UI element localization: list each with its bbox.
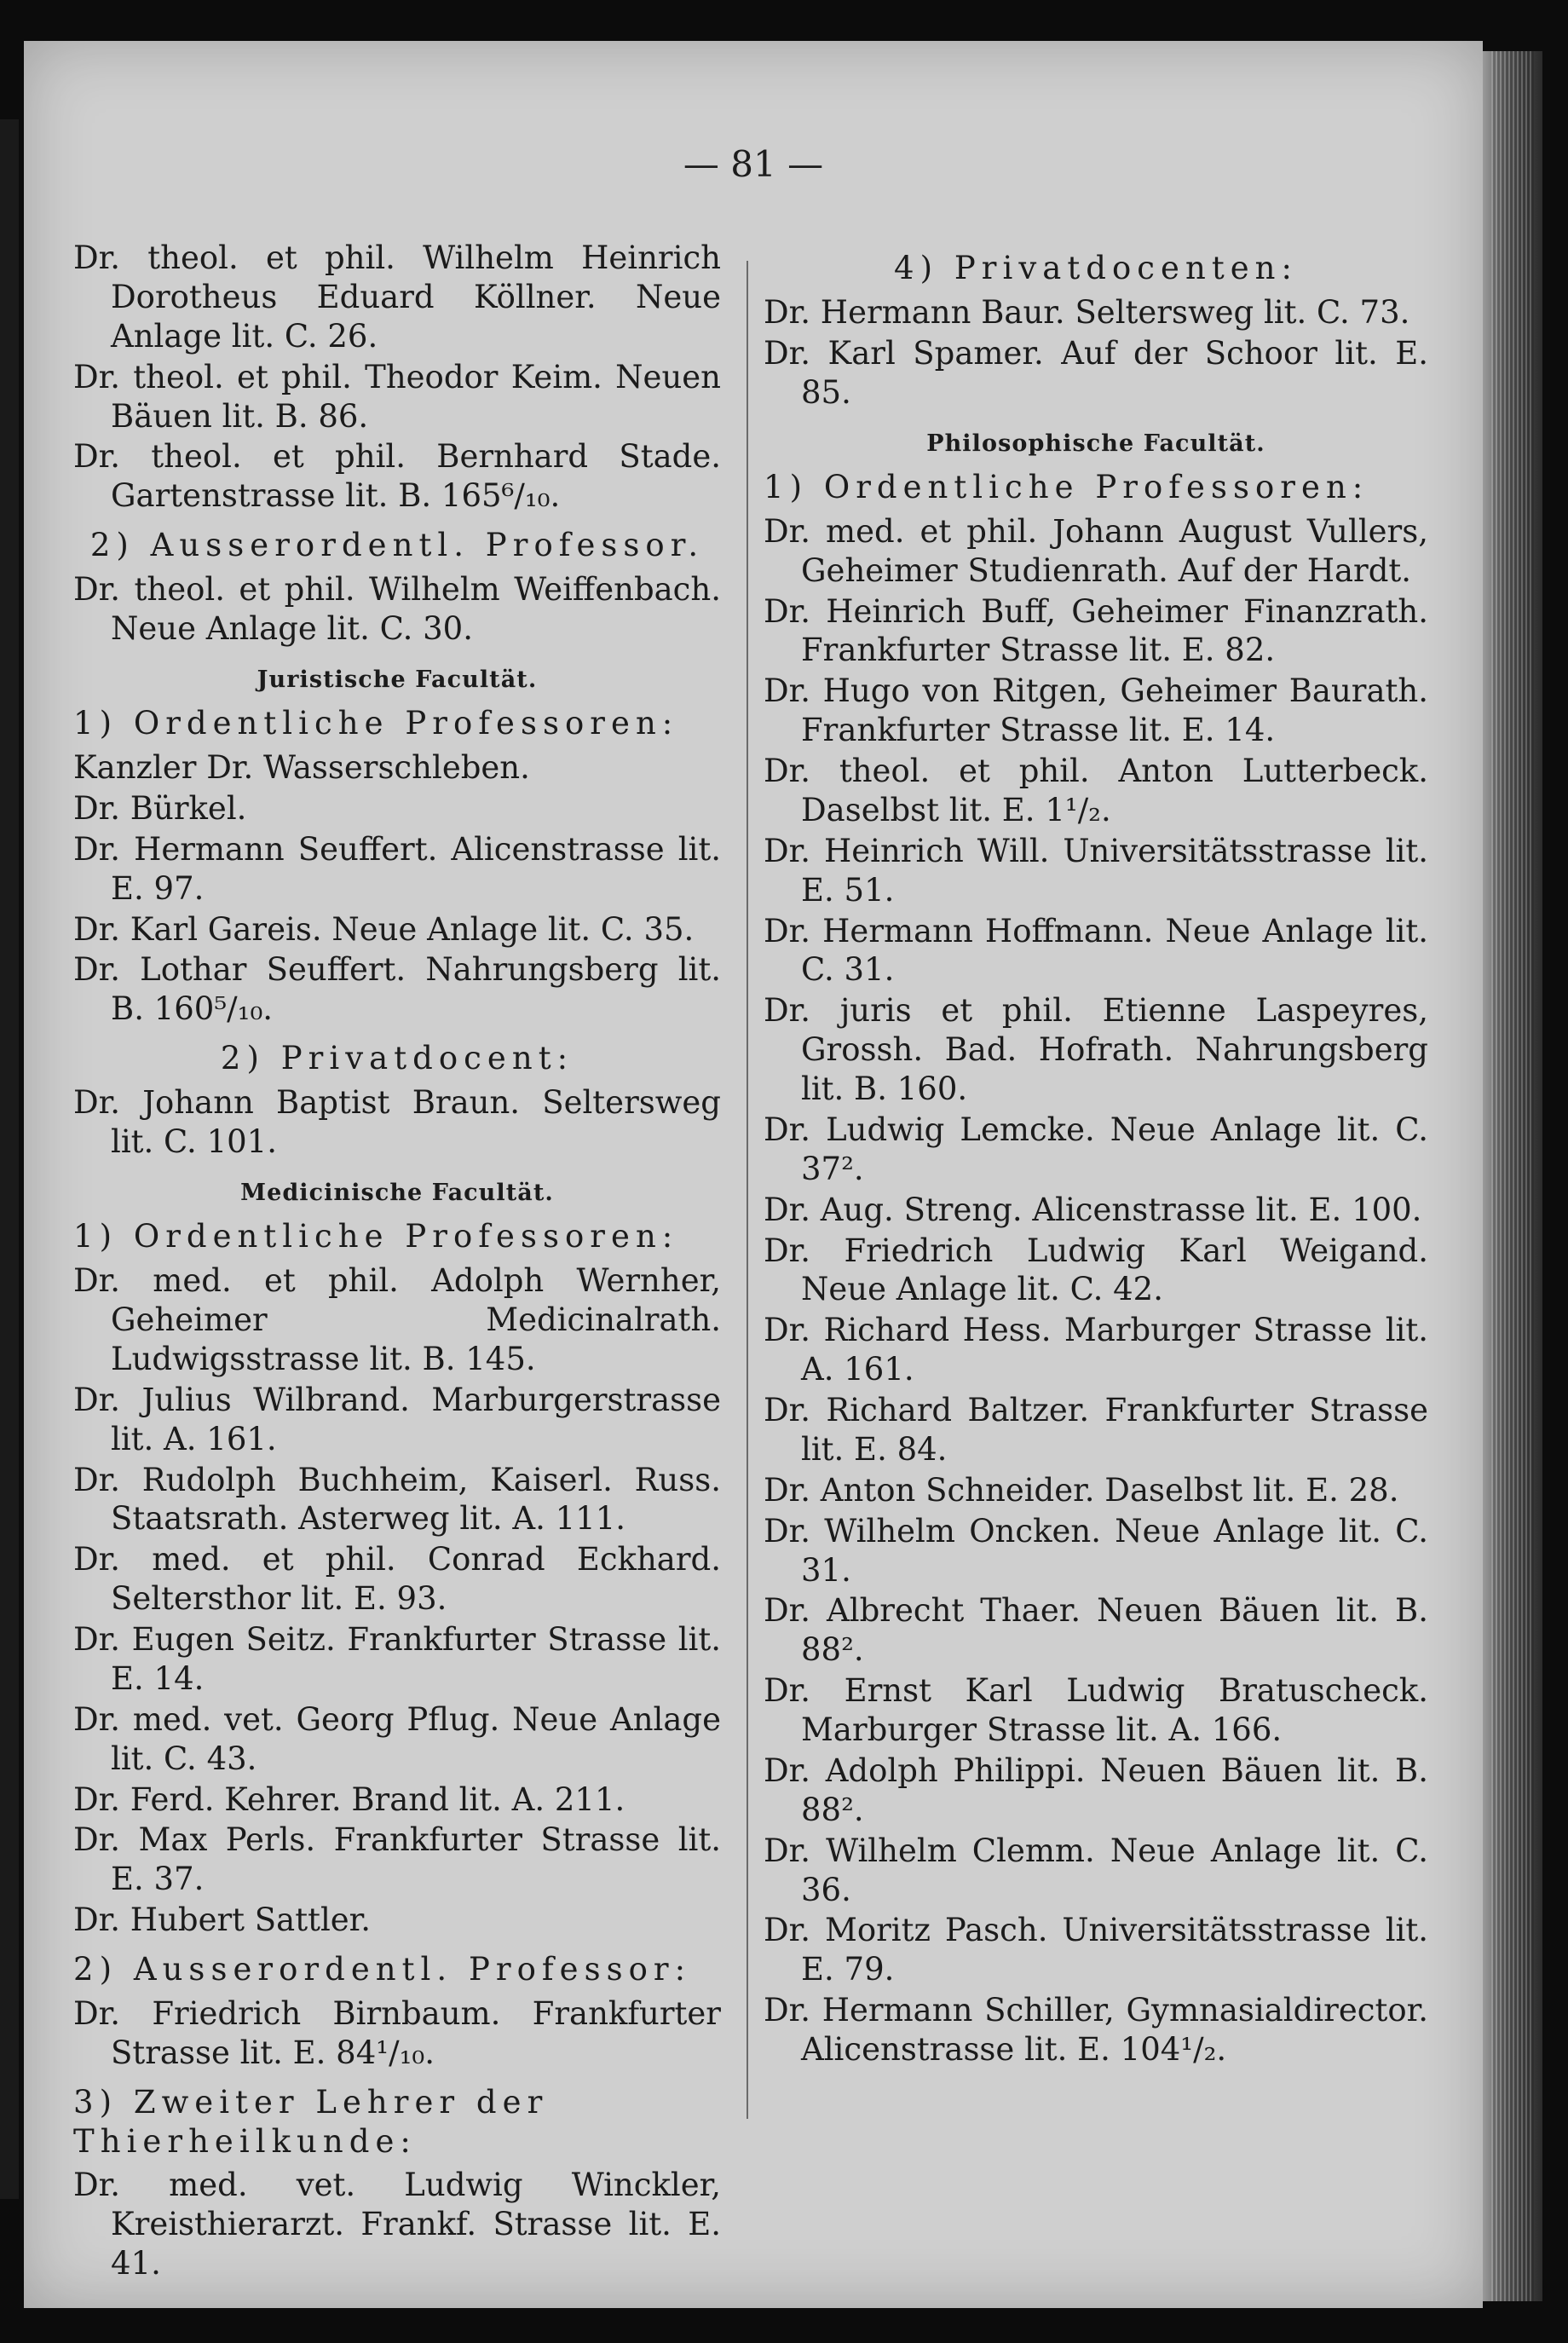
directory-entry: Dr. med. et phil. Johann August Vullers, Geheimer Studienrath. Auf der Hardt. xyxy=(764,512,1428,589)
directory-entry: Dr. juris et phil. Etienne Laspeyres, Grossh. Bad. Hofrath. Nahrungsberg lit. B. 160. xyxy=(764,992,1428,1108)
directory-entry: Dr. Heinrich Will. Universitätsstrasse lit. E. 51. xyxy=(764,832,1428,909)
directory-entry: Dr. theol. et phil. Theodor Keim. Neuen Bäuen lit. B. 86. xyxy=(73,358,721,435)
book-page xyxy=(24,41,1483,2308)
directory-entry: Dr. Julius Wilbrand. Marburgerstrasse lit. A. 161. xyxy=(73,1381,721,1457)
directory-entry: Dr. Albrecht Thaer. Neuen Bäuen lit. B. 88². xyxy=(764,1592,1428,1669)
section-heading: 4) Privatdocenten: xyxy=(894,250,1298,286)
faculty-heading: Philosophische Facultät. xyxy=(926,430,1265,457)
section-heading: 1) Ordentliche Professoren: xyxy=(764,468,1369,505)
column-divider xyxy=(747,261,748,2119)
directory-entry: Dr. Moritz Pasch. Universitätsstrasse lit. E. 79. xyxy=(764,1912,1428,1988)
directory-entry: Dr. med. vet. Georg Pflug. Neue Anlage lit. C. 43. xyxy=(73,1700,721,1777)
directory-entry: Dr. theol. et phil. Wilhelm Weiffenbach. Neue Anlage lit. C. 30. xyxy=(73,571,721,647)
directory-entry: Dr. Hugo von Ritgen, Geheimer Baurath. Frankfurter Strasse lit. E. 14. xyxy=(764,672,1428,749)
directory-entry: Dr. Eugen Seitz. Frankfurter Strasse lit. E. 14. xyxy=(73,1621,721,1697)
section-heading: 1) Ordentliche Professoren: xyxy=(73,1218,679,1255)
directory-entry: Dr. Hermann Schiller, Gymnasialdirector. Alicenstrasse lit. E. 104¹/₂. xyxy=(764,1992,1428,2069)
directory-entry: Dr. med. vet. Ludwig Winckler, Kreisthierarzt. Frankf. Strasse lit. E. 41. xyxy=(73,2167,721,2282)
directory-entry: Dr. Hermann Seuffert. Alicenstrasse lit. E. 97. xyxy=(73,830,721,907)
directory-entry: Dr. Hermann Hoffmann. Neue Anlage lit. C. 31. xyxy=(764,912,1428,989)
directory-entry: Dr. Adolph Philippi. Neuen Bäuen lit. B. 88². xyxy=(764,1751,1428,1828)
directory-entry: Kanzler Dr. Wasserschleben. xyxy=(73,749,530,787)
directory-entry: Dr. Ernst Karl Ludwig Bratuscheck. Marburger Strasse lit. A. 166. xyxy=(764,1672,1428,1749)
directory-entry: Dr. Lothar Seuffert. Nahrungsberg lit. B. 160⁵/₁₀. xyxy=(73,951,721,1028)
directory-entry: Dr. theol. et phil. Anton Lutterbeck. Daselbst lit. E. 1¹/₂. xyxy=(764,753,1428,828)
section-heading: 2) Privatdocent: xyxy=(220,1040,574,1077)
directory-entry: Dr. Hubert Sattler. xyxy=(73,1902,372,1939)
directory-entry: Dr. Richard Baltzer. Frankfurter Strasse lit. E. 84. xyxy=(764,1392,1428,1468)
directory-entry: Dr. Bürkel. xyxy=(73,789,247,827)
directory-entry: Dr. Rudolph Buchheim, Kaiserl. Russ. Staatsrath. Asterweg lit. A. 111. xyxy=(73,1461,721,1538)
directory-entry: Dr. theol. et phil. Wilhelm Heinrich Dorotheus Eduard Köllner. Neue Anlage lit. C. 26. xyxy=(73,239,721,355)
directory-entry: Dr. med. et phil. Adolph Wernher, Geheimer Medicinalrath. Ludwigsstrasse lit. B. 145. xyxy=(73,1262,721,1377)
section-heading: 2) Ausserordentl. Professor. xyxy=(89,527,705,564)
directory-entry: Dr. Anton Schneider. Daselbst lit. E. 28. xyxy=(764,1471,1399,1509)
directory-entry: Dr. Johann Baptist Braun. Seltersweg lit. C. 101. xyxy=(73,1084,721,1160)
faculty-heading: Medicinische Facultät. xyxy=(240,1179,554,1206)
directory-entry: Dr. Wilhelm Clemm. Neue Anlage lit. C. 36. xyxy=(764,1832,1428,1908)
left-column xyxy=(73,239,721,2285)
directory-entry: Dr. Karl Gareis. Neue Anlage lit. C. 35. xyxy=(73,910,695,948)
directory-entry: Dr. theol. et phil. Bernhard Stade. Gartenstrasse lit. B. 165⁶/₁₀. xyxy=(73,438,721,515)
directory-entry: Dr. Aug. Streng. Alicenstrasse lit. E. 100. xyxy=(764,1191,1422,1228)
directory-entry: Dr. Ludwig Lemcke. Neue Anlage lit. C. 37². xyxy=(764,1111,1428,1187)
directory-entry: Dr. Friedrich Ludwig Karl Weigand. Neue Anlage lit. C. 42. xyxy=(764,1232,1428,1308)
page-edge-stack xyxy=(1483,51,1542,2301)
book-binding-edge xyxy=(0,119,19,2199)
section-heading: 1) Ordentliche Professoren: xyxy=(73,705,679,742)
directory-entry: Dr. med. et phil. Conrad Eckhard. Seltersthor lit. E. 93. xyxy=(73,1541,721,1618)
directory-entry: Dr. Hermann Baur. Seltersweg lit. C. 73. xyxy=(764,293,1410,331)
directory-entry: Dr. Wilhelm Oncken. Neue Anlage lit. C. 31. xyxy=(764,1512,1428,1589)
directory-entry: Dr. Max Perls. Frankfurter Strasse lit. E. 37. xyxy=(73,1821,721,1898)
directory-entry: Dr. Ferd. Kehrer. Brand lit. A. 211. xyxy=(73,1780,625,1818)
directory-entry: Dr. Richard Hess. Marburger Strasse lit. A. 161. xyxy=(764,1312,1428,1388)
faculty-heading: Juristische Facultät. xyxy=(257,666,538,693)
page-number: — 81 — xyxy=(683,143,824,185)
directory-entry: Dr. Karl Spamer. Auf der Schoor lit. E. 85. xyxy=(764,334,1428,411)
directory-entry: Dr. Heinrich Buff, Geheimer Finanzrath. Frankfurter Strasse lit. E. 82. xyxy=(764,592,1428,669)
directory-entry: Dr. Friedrich Birnbaum. Frankfurter Strasse lit. E. 84¹/₁₀. xyxy=(73,1994,721,2071)
right-column xyxy=(764,239,1428,2071)
section-heading: 3) Zweiter Lehrer der Thierheilkunde: xyxy=(73,2083,549,2160)
section-heading: 2) Ausserordentl. Professor: xyxy=(73,1951,692,1988)
